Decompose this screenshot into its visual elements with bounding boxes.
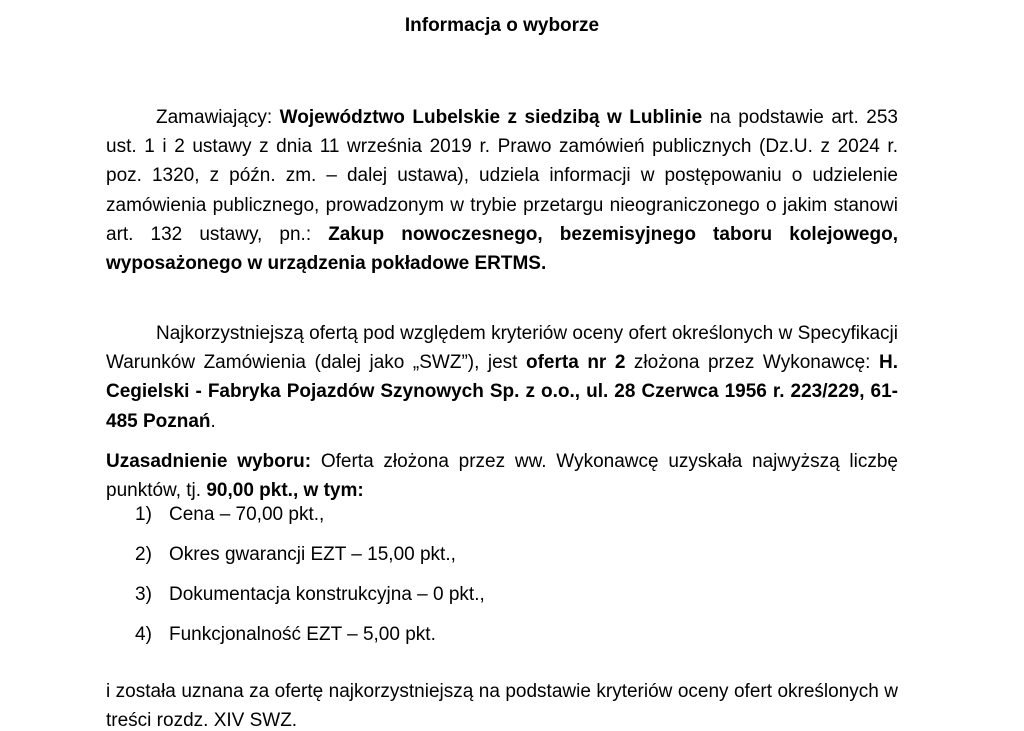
criteria-number: 3) [135,584,152,605]
criteria-number: 4) [135,624,152,645]
criteria-item [106,540,898,580]
paragraph1-body: na podstawie art. 253 ust. 1 i 2 ustawy z dnia 11 września 2019 r. Prawo zamówień publicznych (Dz.U. z 2024 r. poz. 1320, z późn. zm. – dalej ustawa), udziela informacji w postępowaniu o udzielenie zamówienia publicznego, prowadzonym w trybie przetargu nieograniczonego o jakim stanowi art. 132 ustawy, pn.: [106,107,898,245]
paragraph1-lead: Zamawiający: [156,107,280,128]
paragraph2-end: . [210,410,216,432]
justification-label: Uzasadnienie wyboru: [106,451,312,472]
criteria-text: Funkcjonalność EZT – 5,00 pkt. [169,624,436,645]
criteria-number: 2) [135,544,152,565]
criteria-text: Okres gwarancji EZT – 15,00 pkt., [169,544,456,565]
criteria-list [106,500,898,660]
criteria-text: Dokumentacja konstrukcyjna – 0 pkt., [169,584,485,605]
offer-number: oferta nr 2 [526,352,626,374]
criteria-text: Cena – 70,00 pkt., [169,504,325,525]
paragraph2-mid: złożona przez Wykonawcę: [625,352,879,374]
paragraph-closing: i została uznana za ofertę najkorzystniejszą na podstawie kryteriów oceny ofert określonych w treści rozdz. XIV SWZ. [106,681,898,731]
procurement-subject: Zakup nowoczesnego, bezemisyjnego taboru kolejowego, wyposażonego w urządzenia pokładowe ERTMS. [106,223,898,275]
document-title: Informacja o wyborze [404,15,600,36]
justification-body: Oferta złożona przez ww. Wykonawcę uzyskała najwyższą liczbę punktów, tj. [106,451,898,502]
paragraph-best-offer [106,319,898,436]
paragraph-contracting-authority [106,103,898,278]
paragraph2-lead: Najkorzystniejszą ofertą pod względem kryteriów oceny ofert określonych w Specyfikacji Warunków Zamówienia (dalej jako „SWZ”), jest [106,323,898,374]
paragraph-justification [106,447,898,505]
contractor-name: H. Cegielski - Fabryka Pojazdów Szynowych Sp. z o.o., ul. 28 Czerwca 1956 r. 223/229, 61-485 Poznań [106,352,898,432]
criteria-item [106,620,898,660]
contracting-authority-name: Województwo Lubelskie z siedzibą w Lublinie [279,107,703,128]
criteria-number: 1) [135,504,152,525]
criteria-item [106,580,898,620]
criteria-item [106,500,898,540]
total-points: 90,00 pkt., w tym: [206,480,364,502]
